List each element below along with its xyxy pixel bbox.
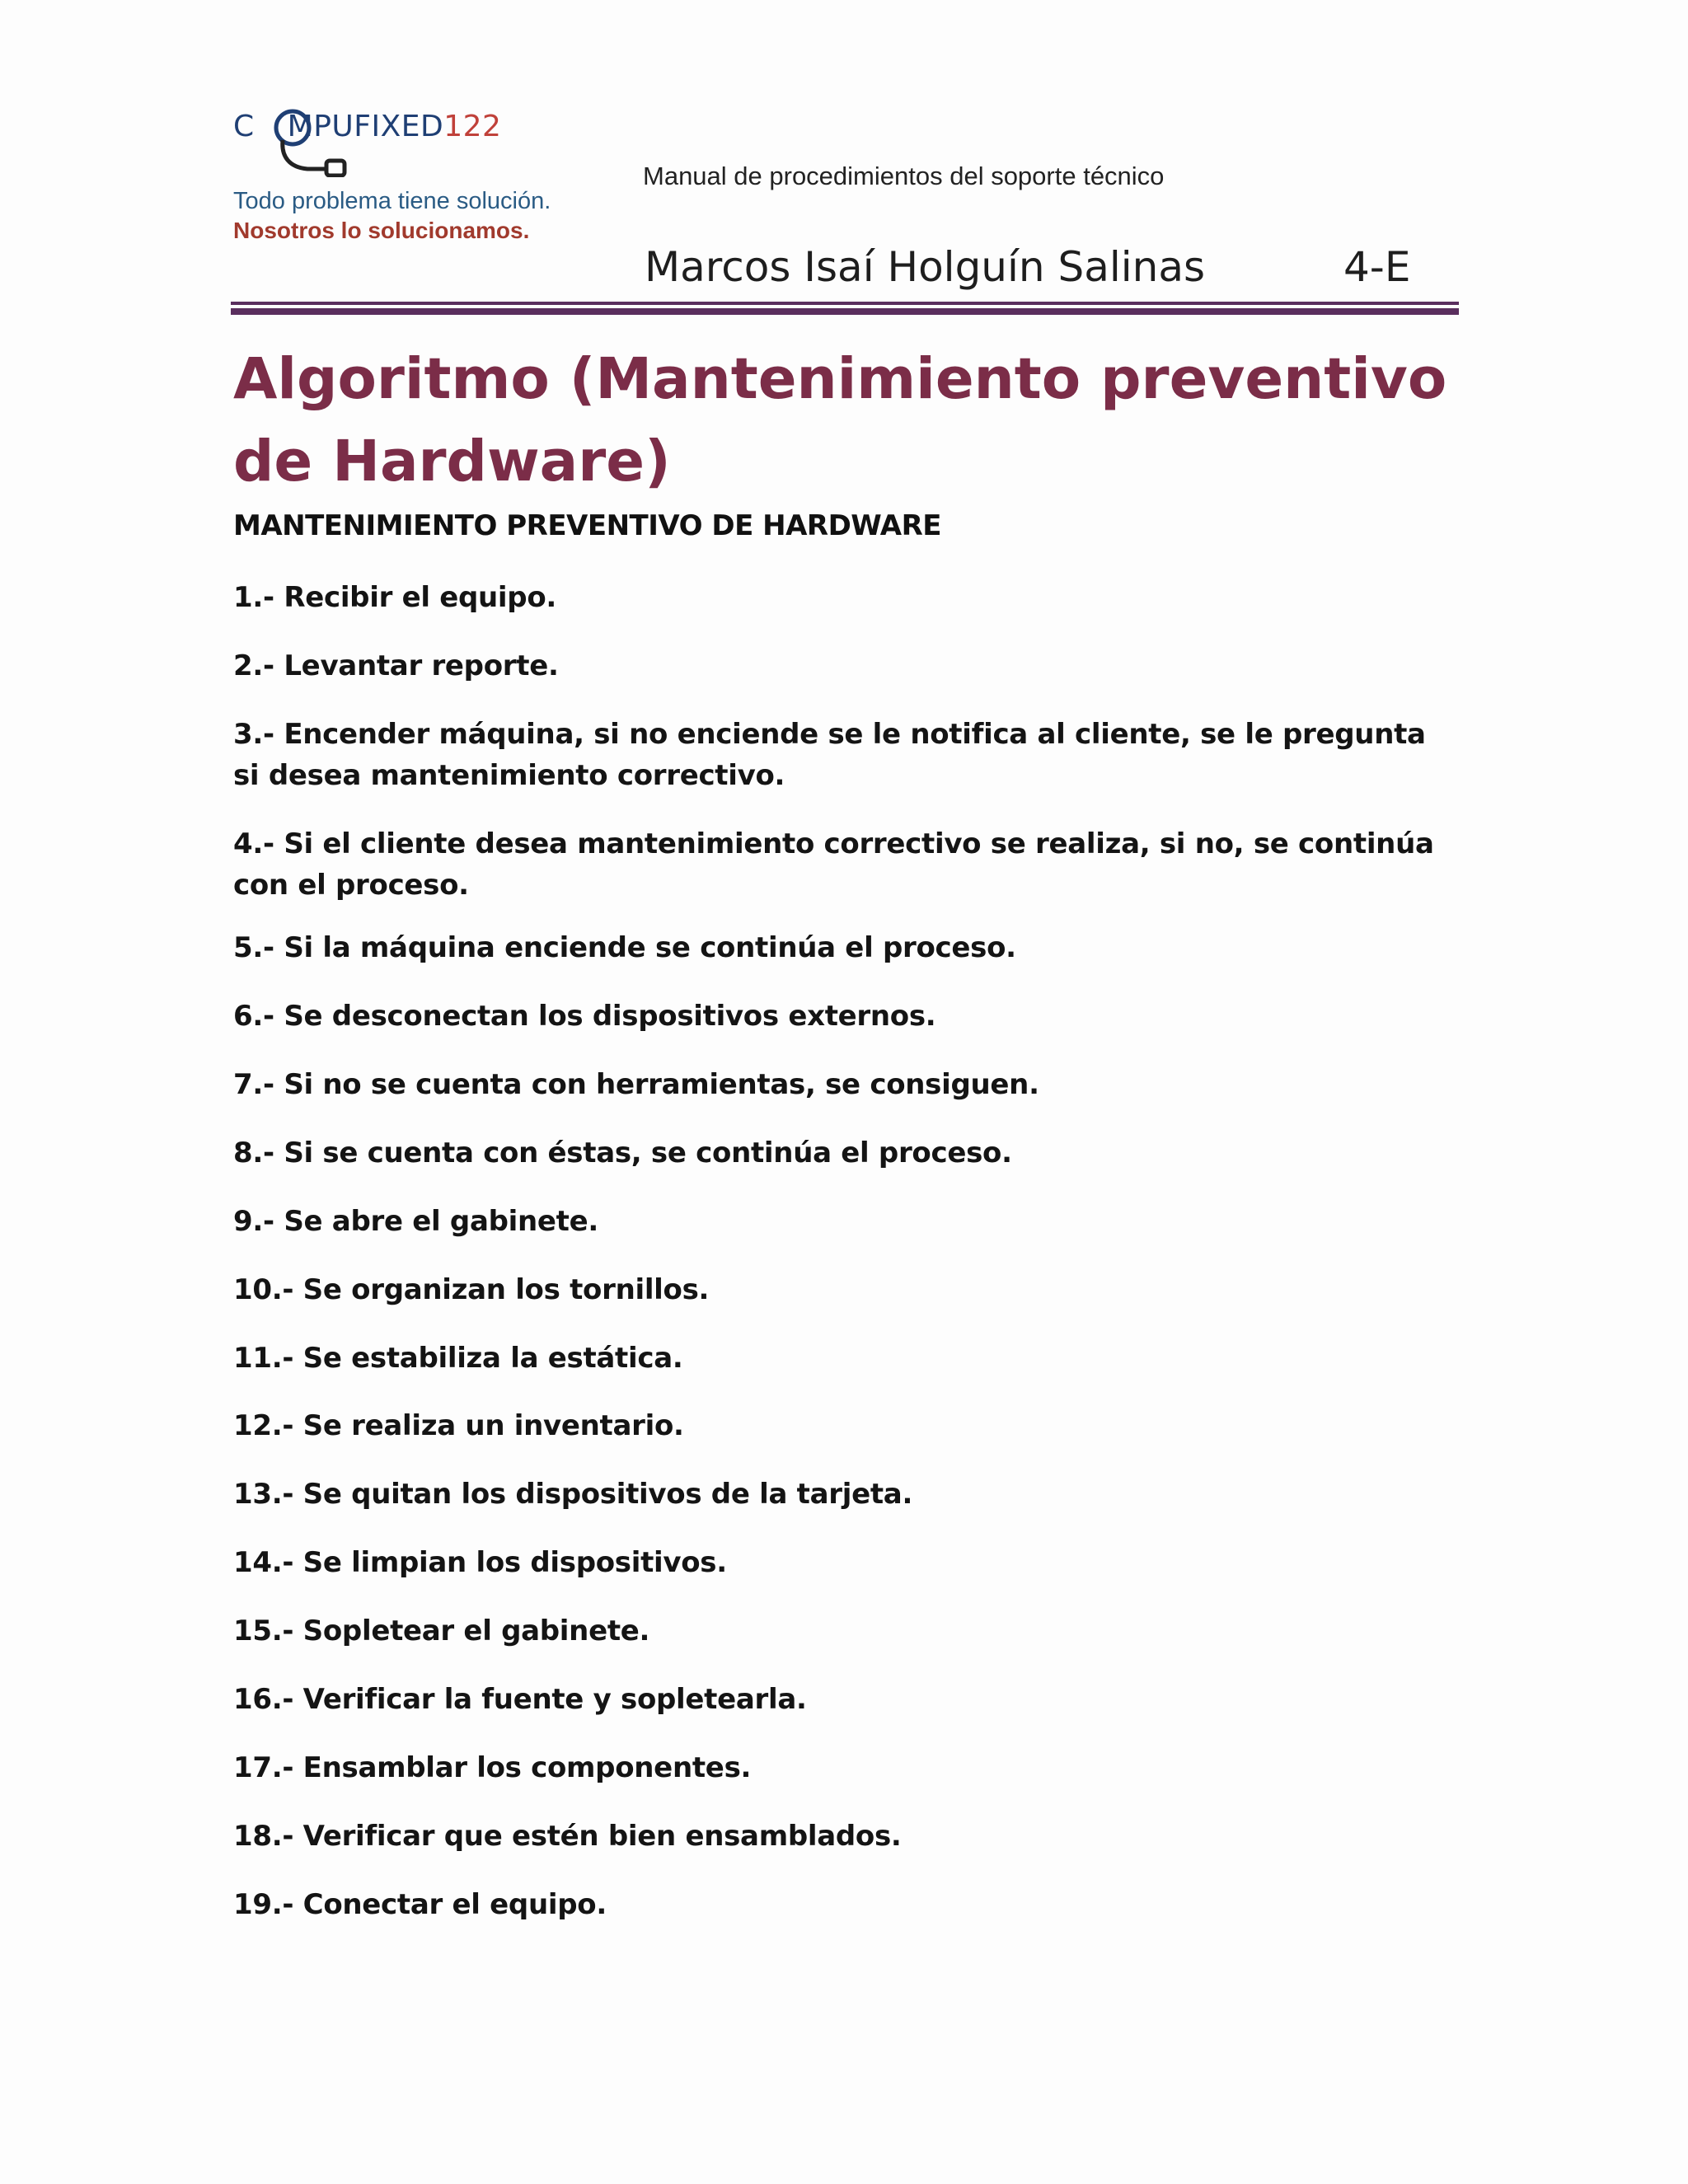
list-item: 10.- Se organizan los tornillos. [233,1273,710,1306]
list-item: 18.- Verificar que estén bien ensamblados. [233,1820,902,1853]
logo-wordmark: C MPUFIXED122 [233,110,502,143]
list-item: 13.- Se quitan los dispositivos de la tarjeta. [233,1478,913,1511]
list-item: 11.- Se estabiliza la estática. [233,1342,683,1375]
list-item: 7.- Si no se cuenta con herramientas, se consiguen. [233,1068,1039,1101]
logo-tagline: Todo problema tiene solución. [233,188,551,214]
list-item: 17.- Ensamblar los componentes. [233,1751,752,1784]
list-item: 6.- Se desconectan los dispositivos externos. [233,1000,936,1033]
group-label: 4-E [1343,243,1411,291]
list-item: 12.- Se realiza un inventario. [233,1409,684,1442]
manual-title: Manual de procedimientos del soporte técnico [643,162,1165,190]
list-item: 14.- Se limpian los dispositivos. [233,1546,727,1579]
list-item: 16.- Verificar la fuente y sopletearla. [233,1683,807,1716]
document-title: Algoritmo (Mantenimiento preventivo de Hardware) [233,346,1447,494]
list-item: 3.- Encender máquina, si no enciende se le notifica al cliente, se le pregunta si desea mantenimiento correctivo. [233,718,1426,792]
list-item: 2.- Levantar reporte. [233,649,559,682]
list-item: 1.- Recibir el equipo. [233,581,556,614]
list-item: 9.- Se abre el gabinete. [233,1205,598,1238]
section-heading: MANTENIMIENTO PREVENTIVO DE HARDWARE [233,509,941,542]
header-divider-thick [231,308,1459,315]
list-item: 19.- Conectar el equipo. [233,1888,607,1921]
list-item: 15.- Sopletear el gabinete. [233,1615,650,1647]
stethoscope-icon [233,95,579,177]
list-item: 8.- Si se cuenta con éstas, se continúa el proceso. [233,1137,1012,1169]
list-item: 4.- Si el cliente desea mantenimiento correctivo se realiza, si no, se continúa con el proceso. [233,827,1434,902]
company-logo [233,95,579,177]
author-name: Marcos Isaí Holguín Salinas [645,243,1206,291]
list-item: 5.- Si la máquina enciende se continúa el proceso. [233,931,1016,964]
header-divider [231,302,1459,305]
logo-slogan: Nosotros lo solucionamos. [233,218,530,243]
